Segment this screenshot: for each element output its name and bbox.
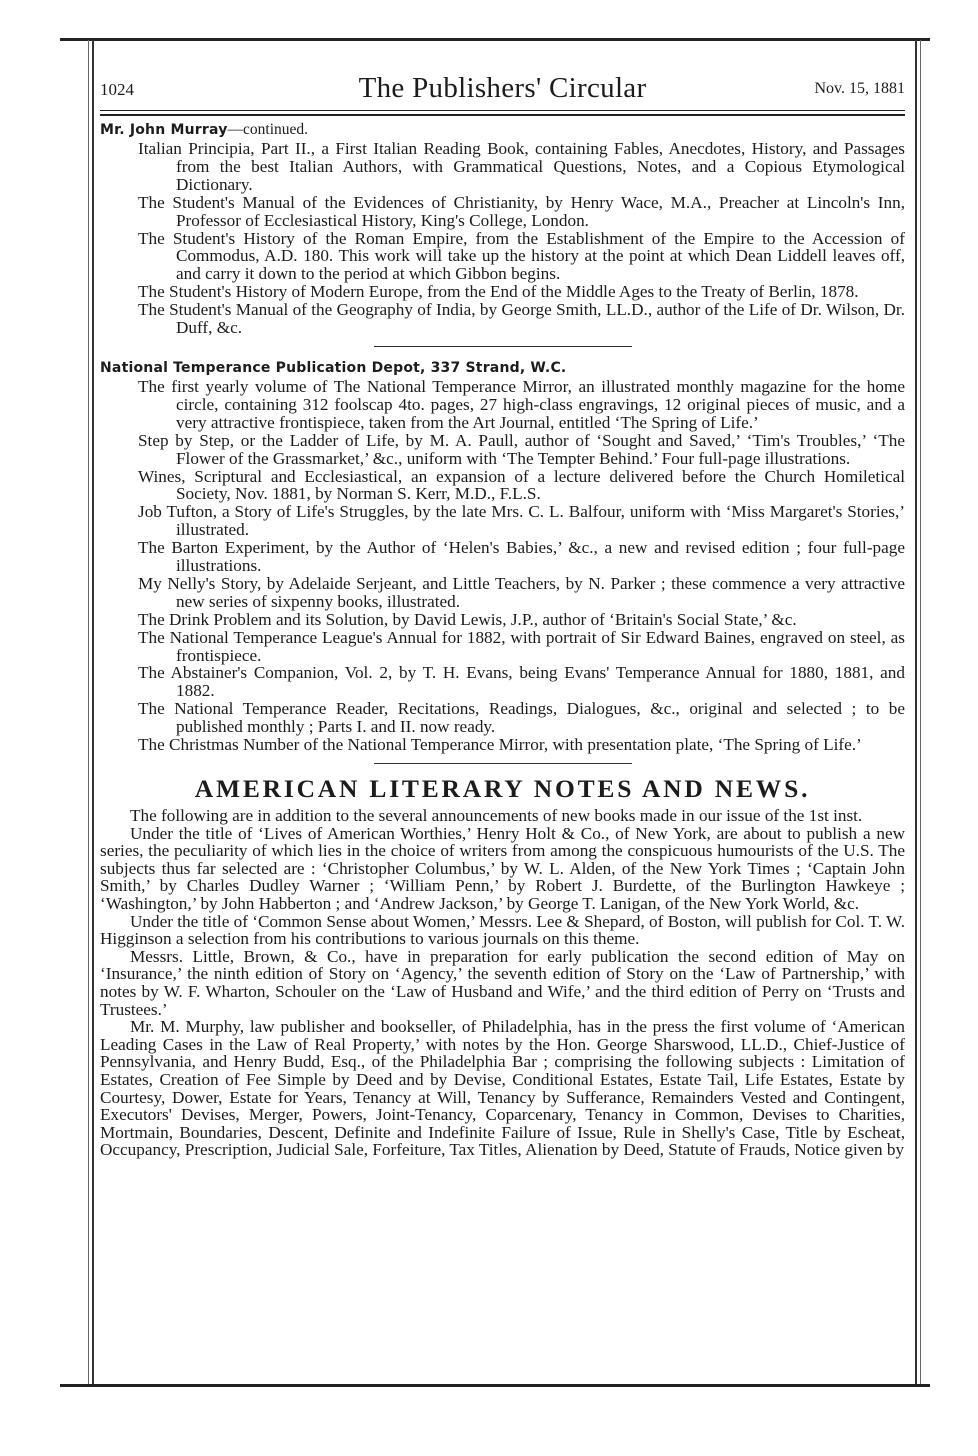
book-entry: Step by Step, or the Ladder of Life, by M. A. Paull, author of ‘Sought and Saved,’ ‘Tim's Troubles,’ ‘The Flower of the Grassmarket,’ &c., uniform with ‘The Tempter Behind.’ Four full-page illustrations. [138, 430, 905, 468]
page-header [100, 72, 905, 106]
right-border-rule [915, 40, 917, 1385]
left-border-rule-outer [88, 40, 89, 1385]
news-paragraph: Under the title of ‘Common Sense about Women,’ Messrs. Lee & Shepard, of Boston, will publish for Col. T. W. Higginson a selection from his contributions to various journals on this theme. [100, 911, 905, 949]
news-paragraph: The following are in addition to the several announcements of new books made in our issue of the 1st inst. [130, 806, 863, 825]
news-paragraph: Messrs. Little, Brown, & Co., have in preparation for early publication the second edition of May on ‘Insurance,’ the ninth edition of Story on ‘Agency,’ the seventh edition of Story on the ‘Law of Partnership,’ with notes by W. F. Wharton, Schouler on the ‘Law of Husband and Wife,’ and the third edition of Perry on ‘Trusts and Trustees.’ [100, 946, 905, 1019]
section-divider [374, 346, 632, 347]
publisher-name: National Temperance Publication Depot, 337 Strand, W.C. [100, 359, 567, 376]
header-rule-double [100, 114, 905, 116]
book-entry: The Drink Problem and its Solution, by David Lewis, J.P., author of ‘Britain's Social State,’ &c. [138, 609, 797, 629]
book-entry: The National Temperance League's Annual for 1882, with portrait of Sir Edward Baines, engraved on steel, as frontispiece. [138, 627, 905, 665]
book-entry: The Abstainer's Companion, Vol. 2, by T. H. Evans, being Evans' Temperance Annual for 1880, 1881, and 1882. [138, 663, 905, 701]
book-entry: The Barton Experiment, by the Author of ‘Helen's Babies,’ &c., a new and revised edition ; four full-page illustrations. [138, 538, 905, 576]
journal-title: The Publishers' Circular [358, 72, 647, 104]
book-entry: The National Temperance Reader, Recitations, Readings, Dialogues, &c., original and selected ; to be published monthly ; Parts I. and II. now ready. [138, 699, 905, 737]
news-paragraph: Mr. M. Murphy, law publisher and bookseller, of Philadelphia, has in the press the first volume of ‘American Leading Cases in the Law of Real Property,’ with notes by the Hon. George Sharswood, LL.D., Chief-Justice of Pennsylvania, and Henry Budd, Esq., of the Philadelphia Bar ; comprising the following subjects : Limitation of Estates, Creation of Fee Simple by Deed and by Devise, Conditional Estates, Estate Tail, Life Estates, Estate by Courtesy, Dower, Estate for Years, Tenancy at Will, Tenancy by Sufferance, Remainders Vested and Contingent, Executors' Devises, Merger, Powers, Joint-Tenancy, Coparcenary, Tenancy in Common, Devises to Charities, Mortmain, Boundaries, Descent, Definite and Indefinite Failure of Issue, Rule in Shelly's Case, Title by Escheat, Occupancy, Prescription, Judicial Sale, Forfeiture, Tax Titles, Alienation by Deed, Statute of Frauds, Notice given by [100, 1017, 905, 1160]
book-entry: Italian Principia, Part II., a First Italian Reading Book, containing Fables, Anecdotes, History, and Passages from the best Italian Authors, with Grammatical Questions, Notes, and a Copious Etymological Dictionary. [138, 139, 905, 194]
top-border-rule [60, 38, 930, 41]
book-entry: The Student's History of Modern Europe, from the End of the Middle Ages to the Treaty of Berlin, 1878. [138, 282, 859, 302]
publisher-heading [100, 120, 905, 140]
book-entry: The Student's Manual of the Evidences of Christianity, by Henry Wace, M.A., Preacher at Lincoln's Inn, Professor of Ecclesiastical History, King's College, London. [138, 192, 905, 230]
issue-date: Nov. 15, 1881 [814, 80, 905, 97]
publisher-name: Mr. John Murray [100, 122, 228, 138]
news-section [100, 775, 905, 1159]
book-entry: My Nelly's Story, by Adelaide Serjeant, and Little Teachers, by N. Parker ; these commence a very attractive new series of sixpenny books, illustrated. [138, 573, 905, 611]
book-entry: The first yearly volume of The National Temperance Mirror, an illustrated monthly magazine for the home circle, containing 312 foolscap 4to. pages, 27 high-class engravings, 12 original pieces of music, and a very attractive frontispiece, taken from the Art Journal, entitled ‘The Spring of Life.’ [138, 376, 905, 432]
news-title: AMERICAN LITERARY NOTES AND NEWS. [194, 774, 811, 803]
publisher-heading [100, 358, 905, 378]
book-entry: The Student's History of the Roman Empire, from the Establishment of the Empire to the Accession of Commodus, A.D. 180. This work will take up the history at the point at which Dean Liddell leaves off, and carry it down to the period at which Gibbon begins. [138, 228, 905, 284]
publisher-suffix: —continued. [227, 121, 309, 138]
section-divider [374, 763, 632, 764]
publisher-section [100, 120, 905, 337]
news-paragraph: Under the title of ‘Lives of American Worthies,’ Henry Holt & Co., of New York, are about to publish a new series, the peculiarity of which lies in the choice of writers from among the conspicuous humourists of the U.S. The subjects thus far selected are : ‘Christopher Columbus,’ by W. L. Alden, of the New York Times ; ‘Captain John Smith,’ by Charles Dudley Warner ; ‘William Penn,’ by Robert J. Burdette, of the Burlington Hawkeye ; ‘Washington,’ by John Habberton ; and ‘Andrew Jackson,’ by George T. Lanigan, of the New York World, &c. [100, 823, 905, 913]
page-number: 1024 [100, 80, 134, 99]
header-rule [100, 110, 905, 111]
left-border-rule [92, 40, 94, 1385]
book-entry: The Christmas Number of the National Temperance Mirror, with presentation plate, ‘The Spring of Life.’ [138, 735, 862, 755]
page-content [100, 120, 905, 1159]
publisher-section [100, 358, 905, 754]
right-border-rule-outer [920, 40, 921, 1385]
book-entry: Wines, Scriptural and Ecclesiastical, an expansion of a lecture delivered before the Church Homiletical Society, Nov. 1881, by Norman S. Kerr, M.D., F.L.S. [138, 466, 905, 504]
bottom-border-rule [60, 1384, 930, 1387]
book-entry: The Student's Manual of the Geography of India, by George Smith, LL.D., author of the Life of Dr. Wilson, Dr. Duff, &c. [138, 300, 905, 338]
book-entry: Job Tufton, a Story of Life's Struggles, by the late Mrs. C. L. Balfour, uniform with ‘Miss Margaret's Stories,’ illustrated. [138, 502, 905, 540]
